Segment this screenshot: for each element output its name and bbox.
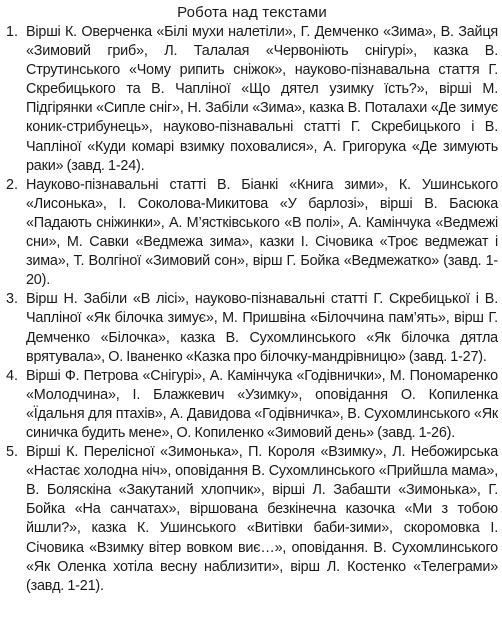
item-text: Вірші К. Перелісної «Зимонька», П. Короля «Взимку», Л. Небожирська «Настає холодна ніч», оповідання В. Сухомлинського «Прийшла мама», В. Боляскіна «Закутаний хлопчик», вірші Л. Забашти «Зимонька», Г. Бойка «На санчатах», віршована безкінечна казочка «Ми з тобою йшли?», казка К. Ушинського «Витівки баби-зими», скоромовка І. Січовика «Взимку вітер вовком виє…», оповідання. В. Сухомлинського «Як Оленка хотіла весну наблизити», вірш Л. Костенко «Телеграми» (завд. 1-21).: [26, 444, 498, 594]
item-number: 1.: [6, 24, 19, 40]
list-item: [6, 290, 498, 366]
item-number: 4.: [6, 367, 19, 384]
task-list: [6, 23, 498, 596]
list-item: [6, 367, 498, 443]
list-item: [6, 443, 498, 596]
item-text: Науково-пізнавальні статті В. Біанкі «Книга зими», К. Ушинського «Лисонька», І. Соколова-Микитова «У барлозі», вірші В. Басюка «Падають сніжинки», А. М’ястківського «В полі», А. Камінчука «Ведмежі сни», М. Савки «Ведмежа зима», казки І. Січовика «Троє ведмежат і зима», Т. Волгіної «Зимовий сон», вірш Г. Бойка «Ведмежатко» (завд. 1-20).: [26, 176, 498, 289]
list-item: [6, 176, 498, 291]
item-text: Вірші К. Оверченка «Білі мухи налетіли», Г. Демченко «Зима», В. Зайця «Зимовий гриб», Л. Талалая «Червоніють снігурі», казка В. Струтинського «Чому рипить сніжок», науково-пізнавальна стаття Г. Скребицького та В. Чапліної «Що дятел узимку їсть?», вірші М. Підгірянки «Сипле сніг», Н. Забіли «Зима», казка В. Поталахи «Де зимує коник-стрибунець», науково-пізнавальні статті Г. Скребицького і В. Чапліної «Куди комарі взимку поховалися», А. Григорука «Де зимують раки» (завд. 1-24).: [26, 24, 498, 174]
item-text: Вірші Ф. Петрова «Снігурі», А. Камінчука «Годівнички», М. Пономаренко «Молодчина», І. Блажкевич «Узимку», оповідання О. Копиленка «Їдальня для птахів», А. Давидова «Годівничка», В. Сухомлинського «Як синичка будить мене», О. Копиленко «Зимовий день» (завд. 1-26).: [26, 367, 498, 441]
section-heading: Робота над текстами: [177, 4, 327, 21]
item-number: 2.: [6, 176, 19, 193]
list-item: [6, 23, 498, 176]
item-number: 3.: [6, 291, 19, 308]
item-number: 5.: [6, 444, 19, 461]
item-text: Вірш Н. Забіли «В лісі», науково-пізнавальні статті Г. Скребицької і В. Чапліної «Як білочка зимує», М. Пришвіна «Білоччина пам’ять», вірш Г. Демченко «Білочка», казка В. Сухомлинського «Як білочка дятла врятувала», О. Іваненко «Казка про білочку-мандрівницю» (завд. 1-27).: [26, 291, 498, 365]
